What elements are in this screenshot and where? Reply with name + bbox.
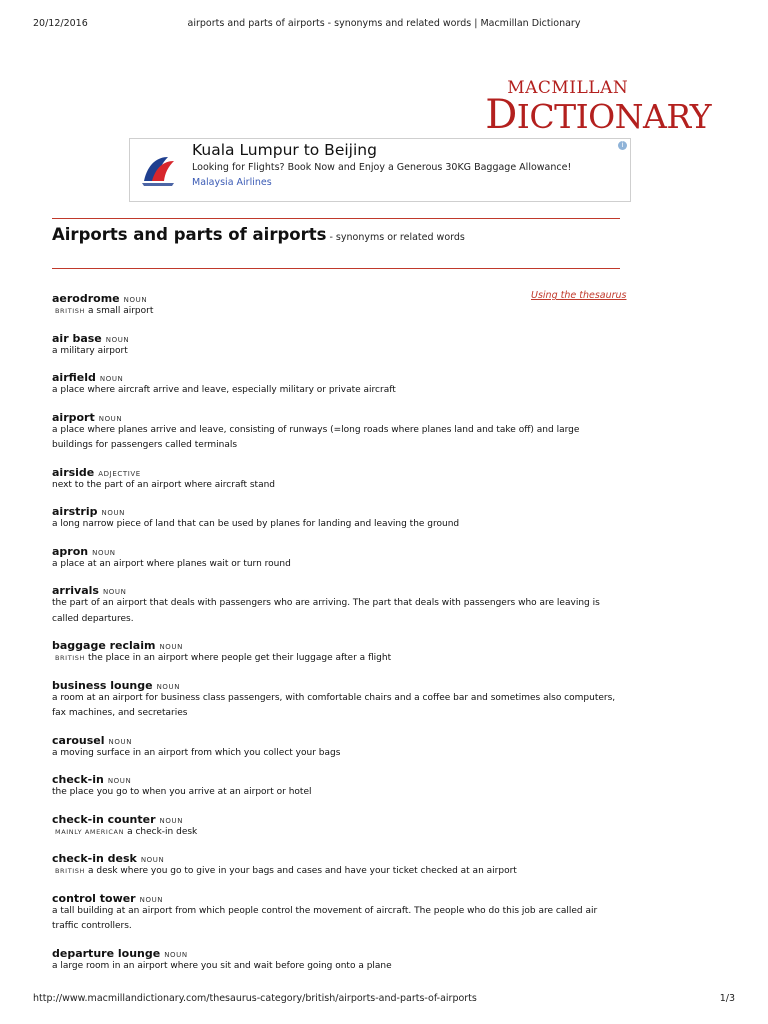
print-url: http://www.macmillandictionary.com/thesaurus-category/british/airports-and-parts-of-airports	[33, 993, 477, 1004]
print-footer	[33, 993, 735, 1007]
entry-definition-text: a moving surface in an airport from which you collect your bags	[52, 747, 341, 758]
entry-definition	[52, 959, 622, 975]
entry-word-link[interactable]: check-in counter	[52, 812, 156, 826]
entry-definition-text: a room at an airport for business class passengers, with comfortable chairs and a coffee bar and sometimes also computers, fax machines, and secretaries	[52, 692, 616, 718]
thesaurus-entry	[52, 944, 622, 975]
divider-bottom	[52, 268, 620, 269]
entry-word-link[interactable]: baggage reclaim	[52, 639, 156, 652]
entry-headword-line	[52, 849, 622, 864]
entry-headword-line	[52, 368, 622, 383]
entry-part-of-speech: NOUN	[107, 777, 132, 785]
entry-definition-text: a large room in an airport where you sit and wait before going onto a plane	[52, 960, 392, 971]
entry-headword-line	[52, 408, 622, 423]
print-page-number: 1/3	[719, 993, 735, 1004]
malaysia-airlines-logo-icon	[138, 151, 178, 191]
thesaurus-entry	[52, 463, 622, 494]
entry-headword-line	[52, 329, 622, 344]
using-thesaurus-link[interactable]: Using the thesaurus	[531, 290, 627, 301]
ad-description: Looking for Flights? Book Now and Enjoy a Generous 30KG Baggage Allowance!	[192, 162, 572, 173]
thesaurus-entry	[52, 636, 622, 667]
entry-headword-line	[52, 581, 622, 596]
entry-word-link[interactable]: check-in desk	[52, 852, 137, 865]
entry-part-of-speech: NOUN	[159, 643, 183, 651]
entry-word-link[interactable]: check-in	[52, 773, 104, 786]
entry-part-of-speech: NOUN	[101, 509, 126, 517]
entry-word-link[interactable]: departure lounge	[52, 946, 161, 960]
thesaurus-entry	[52, 770, 622, 801]
thesaurus-entry	[52, 408, 622, 454]
entry-part-of-speech: ADJECTIVE	[98, 469, 141, 478]
entry-definition-text: a place at an airport where planes wait or turn round	[52, 558, 291, 569]
entry-headword-line	[52, 502, 622, 517]
thesaurus-entry	[52, 368, 622, 399]
entry-region-label: MAINLY AMERICAN	[55, 827, 125, 836]
thesaurus-entry	[52, 329, 622, 360]
entry-definition-text: a military airport	[52, 345, 128, 356]
entry-headword-line	[52, 542, 622, 557]
entry-definition	[52, 557, 622, 573]
entry-definition-text: a long narrow piece of land that can be used by planes for landing and leaving the ground	[52, 519, 460, 529]
entry-definition-text: a place where aircraft arrive and leave, especially military or private aircraft	[52, 385, 396, 395]
entry-headword-line	[52, 636, 622, 651]
entry-part-of-speech: NOUN	[105, 335, 130, 344]
entry-part-of-speech: NOUN	[108, 737, 133, 746]
thesaurus-entry	[52, 502, 622, 533]
entry-definition-text: the part of an airport that deals with passengers who are arriving. The part that deals with passengers who are leaving is called departures.	[52, 598, 600, 624]
entry-part-of-speech: NOUN	[98, 414, 123, 423]
thesaurus-entry	[52, 810, 622, 841]
entry-word-link[interactable]: airside	[52, 465, 95, 479]
entry-part-of-speech: NOUN	[164, 950, 188, 959]
entry-definition	[52, 304, 622, 320]
entry-headword-line	[52, 731, 622, 746]
logo-main-text: DICTIONARY	[485, 92, 711, 138]
entry-definition	[52, 864, 622, 880]
entry-word-link[interactable]: control tower	[52, 891, 136, 905]
entry-headword-line	[52, 770, 622, 785]
entry-definition-text: next to the part of an airport where aircraft stand	[52, 479, 276, 490]
thesaurus-entry	[52, 289, 622, 320]
entry-definition-text: a check-in desk	[127, 826, 198, 837]
entry-definition	[52, 478, 622, 494]
entry-part-of-speech: NOUN	[156, 682, 181, 691]
entry-region-label: BRITISH	[55, 307, 85, 315]
print-page-title: airports and parts of airports - synonyms and related words | Macmillan Dictionary	[187, 18, 581, 29]
entry-headword-line	[52, 676, 622, 691]
entry-region-label: BRITISH	[55, 867, 85, 875]
entry-word-link[interactable]: airport	[52, 410, 95, 424]
ad-brand-link[interactable]: Malaysia Airlines	[192, 177, 272, 188]
thesaurus-entry	[52, 849, 622, 880]
entry-part-of-speech: NOUN	[99, 375, 124, 383]
entry-word-link[interactable]: business lounge	[52, 678, 153, 692]
entry-headword-line	[52, 289, 622, 304]
entry-part-of-speech: NOUN	[102, 588, 127, 596]
entry-definition	[52, 904, 622, 935]
divider-top	[52, 218, 620, 219]
thesaurus-entry	[52, 731, 622, 762]
entry-headword-line	[52, 944, 622, 959]
entry-definition	[52, 517, 622, 533]
entry-word-link[interactable]: apron	[52, 544, 89, 558]
entry-definition	[52, 383, 622, 399]
entry-definition-text: a place where planes arrive and leave, consisting of runways (=long roads where planes land and take off) and large buildings for passengers called terminals	[52, 424, 580, 450]
thesaurus-entry	[52, 889, 622, 935]
entry-part-of-speech: NOUN	[92, 548, 116, 557]
entry-definition-text: a desk where you go to give in your bags and cases and have your ticket checked at an airport	[88, 866, 517, 876]
page-subtitle: - synonyms or related words	[326, 232, 465, 243]
entry-part-of-speech: NOUN	[159, 816, 184, 825]
entry-definition-text: a tall building at an airport from which people control the movement of aircraft. The people who do this job are called air traffic controllers.	[52, 905, 598, 931]
entry-definition-text: the place in an airport where people get their luggage after a flight	[88, 653, 392, 663]
entry-word-link[interactable]: arrivals	[52, 584, 99, 597]
entry-definition	[52, 825, 622, 841]
print-header	[33, 18, 735, 32]
logo-top-text: MACMILLAN	[507, 78, 629, 98]
entry-definition	[52, 651, 622, 667]
entry-part-of-speech: NOUN	[140, 856, 165, 864]
entry-part-of-speech: NOUN	[139, 895, 164, 904]
entry-definition	[52, 691, 622, 722]
entry-definition	[52, 596, 622, 627]
entry-word-link[interactable]: airstrip	[52, 505, 98, 518]
entry-definition	[52, 344, 622, 360]
ad-headline[interactable]: Kuala Lumpur to Beijing	[192, 141, 377, 159]
entry-word-link[interactable]: air base	[52, 331, 102, 345]
entry-headword-line	[52, 889, 622, 904]
thesaurus-entry	[52, 542, 622, 573]
thesaurus-entry	[52, 676, 622, 722]
entry-part-of-speech: NOUN	[123, 296, 148, 304]
entry-headword-line	[52, 463, 622, 478]
entry-word-link[interactable]: aerodrome	[52, 292, 120, 305]
entry-definition	[52, 746, 622, 762]
page-heading	[52, 225, 465, 244]
ad-choices-icon[interactable]: i	[618, 141, 627, 150]
print-date: 20/12/2016	[33, 18, 88, 29]
macmillan-dictionary-logo[interactable]	[485, 78, 711, 138]
thesaurus-entry	[52, 581, 622, 627]
entry-word-link[interactable]: airfield	[52, 371, 96, 384]
entry-region-label: BRITISH	[55, 654, 85, 662]
entry-definition-text: a small airport	[88, 306, 154, 316]
entry-word-link[interactable]: carousel	[52, 733, 105, 747]
entry-headword-line	[52, 810, 622, 825]
advertisement-banner[interactable]	[129, 138, 631, 202]
thesaurus-entry-list	[52, 289, 622, 983]
entry-definition-text: the place you go to when you arrive at an airport or hotel	[52, 787, 312, 797]
entry-definition	[52, 785, 622, 801]
page-title: Airports and parts of airports	[52, 225, 327, 244]
entry-definition	[52, 423, 622, 454]
